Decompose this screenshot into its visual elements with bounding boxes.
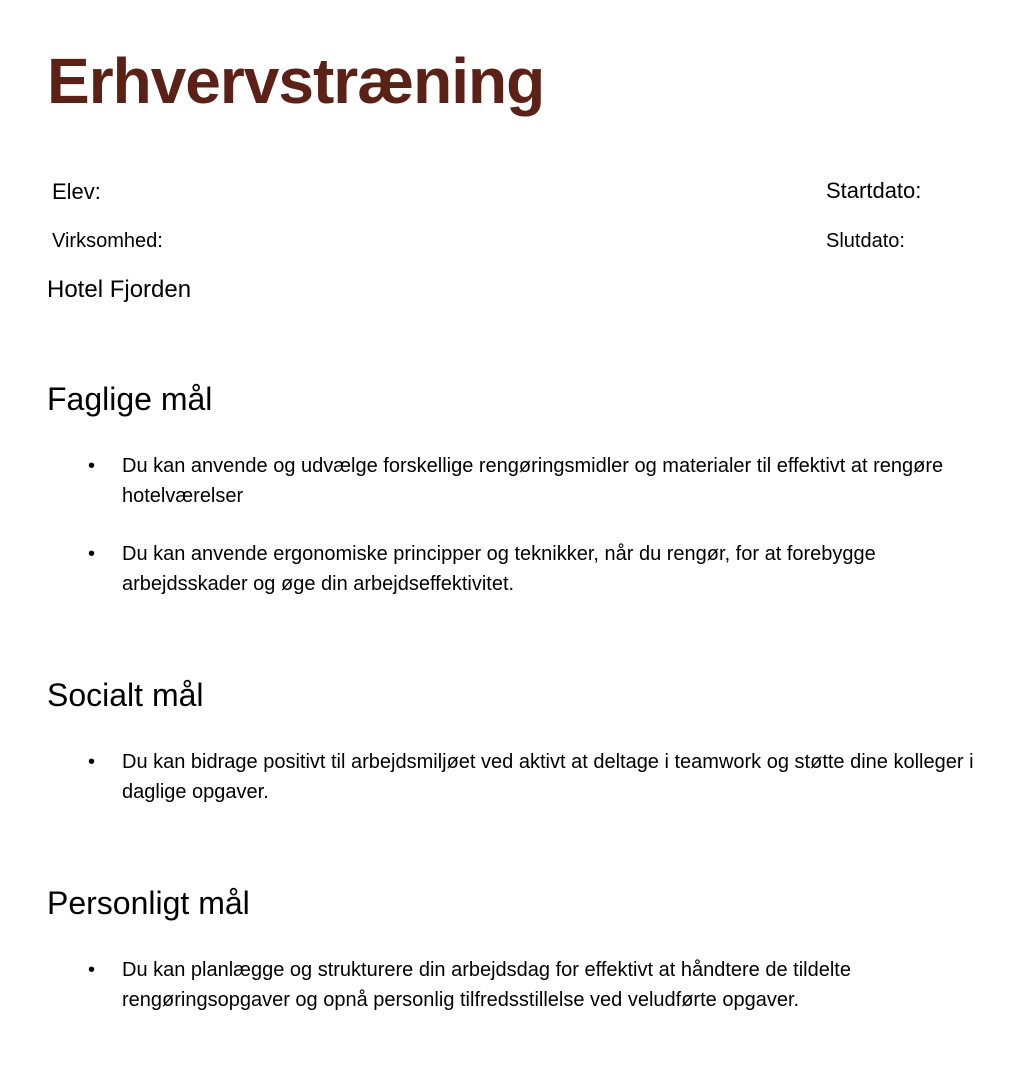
section-heading-personligt-maal: Personligt mål (47, 885, 250, 921)
personligt-maal-list (47, 955, 977, 1015)
list-item (47, 451, 977, 511)
bullet-icon: • (88, 543, 96, 565)
page-title: Erhvervstræning (47, 45, 545, 117)
list-item-text: Du kan anvende og udvælge forskellige rengøringsmidler og materialer til effektivt at rengøre hotelværelser (122, 455, 944, 507)
bullet-icon: • (88, 751, 96, 773)
list-item-text: Du kan planlægge og strukturere din arbejdsdag for effektivt at håndtere de tildelte rengøringsopgaver og opnå personlig tilfredsstillelse ved veludførte opgaver. (122, 959, 851, 1011)
list-item (47, 539, 977, 599)
section-heading-faglige-maal: Faglige mål (47, 381, 213, 417)
list-item (47, 747, 977, 807)
student-label: Elev: (52, 179, 101, 204)
bullet-icon: • (88, 959, 96, 981)
list-item-text: Du kan bidrage positivt til arbejdsmiljøet ved aktivt at deltage i teamwork og støtte dine kolleger i daglige opgaver. (122, 751, 974, 803)
faglige-maal-list (47, 451, 977, 599)
section-heading-socialt-maal: Socialt mål (47, 677, 204, 713)
start-date-label: Startdato: (826, 178, 922, 203)
list-item (47, 955, 977, 1015)
bullet-icon: • (88, 455, 96, 477)
socialt-maal-list (47, 747, 977, 807)
company-label: Virksomhed: (52, 230, 163, 252)
company-value: Hotel Fjorden (47, 276, 192, 303)
list-item-text: Du kan anvende ergonomiske principper og teknikker, når du rengør, for at forebygge arbejdsskader og øge din arbejdseffektivitet. (122, 543, 876, 595)
end-date-label: Slutdato: (826, 230, 905, 252)
